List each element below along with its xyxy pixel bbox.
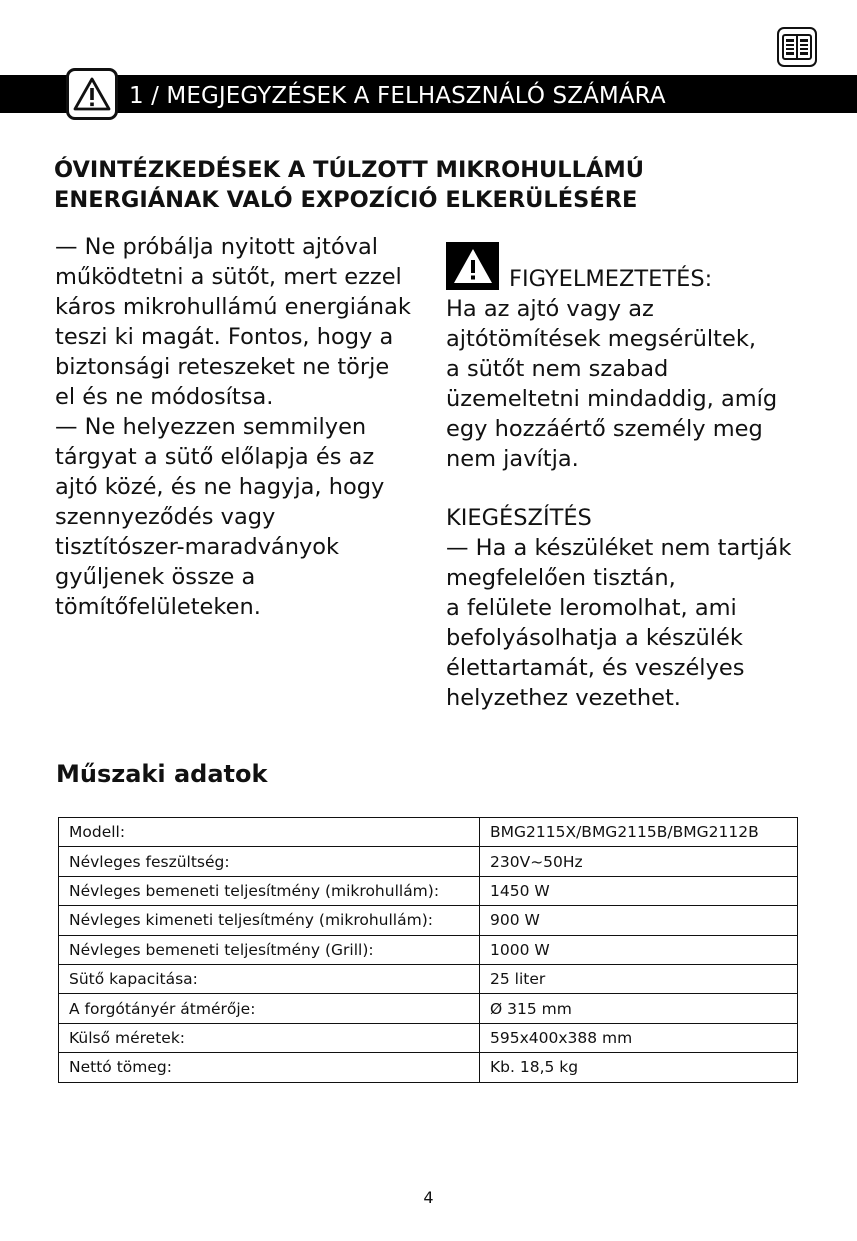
warning-heading-row [446, 236, 836, 294]
left-column [55, 232, 425, 622]
warning-label: FIGYELMEZTETÉS: [509, 266, 713, 292]
warning-block [446, 236, 836, 713]
section-heading-line2: ENERGIÁNAK VALÓ EXPOZÍCIÓ ELKERÜLÉSÉRE [54, 187, 638, 213]
table-row [59, 994, 798, 1023]
spec-label: Nettó tömeg: [59, 1053, 480, 1082]
specs-table [58, 817, 798, 1083]
spec-label: Sütő kapacitása: [59, 964, 480, 993]
spec-value: 25 liter [480, 964, 798, 993]
specs-heading: Műszaki adatok [56, 760, 268, 788]
supplement-text: — Ha a készüléket nem tartják megfelelően tisztán, a felülete leromolhat, ami befolyásolhatja a készülék élettartamát, és veszélyes helyzethez vezethet. [446, 535, 792, 711]
spec-label: Névleges feszültség: [59, 847, 480, 876]
left-paragraph-1: — Ne próbálja nyitott ajtóval működtetni a sütőt, mert ezzel káros mikrohullámú energiának teszi ki magát. Fontos, hogy a biztonsági reteszeket ne törje el és ne módosítsa. [55, 234, 411, 410]
spec-value: 230V~50Hz [480, 847, 798, 876]
spec-value: 900 W [480, 906, 798, 935]
page-number: 4 [423, 1188, 434, 1207]
supplement-title: KIEGÉSZÍTÉS [446, 505, 592, 531]
spec-label: Névleges kimeneti teljesítmény (mikrohullám): [59, 906, 480, 935]
spec-value: Kb. 18,5 kg [480, 1053, 798, 1082]
spec-value: Ø 315 mm [480, 994, 798, 1023]
spec-label: Külső méretek: [59, 1023, 480, 1052]
warning-triangle-icon [66, 68, 118, 120]
table-row [59, 1023, 798, 1052]
table-row [59, 847, 798, 876]
spec-label: Névleges bemeneti teljesítmény (mikrohullám): [59, 876, 480, 905]
spec-label: A forgótányér átmérője: [59, 994, 480, 1023]
spec-value: 1450 W [480, 876, 798, 905]
spec-label: Névleges bemeneti teljesítmény (Grill): [59, 935, 480, 964]
left-paragraph-2: — Ne helyezzen semmilyen tárgyat a sütő előlapja és az ajtó közé, és ne hagyja, hogy szennyeződés vagy tisztítószer-maradványok gyűljenek össze a tömítőfelületeken. [55, 414, 385, 620]
spec-value: 1000 W [480, 935, 798, 964]
spec-value: 595x400x388 mm [480, 1023, 798, 1052]
warning-text: Ha az ajtó vagy az ajtótömítések megsérültek, a sütőt nem szabad üzemeltetni mindaddig, amíg egy hozzáértő személy meg nem javítja. [446, 296, 778, 472]
table-row [59, 876, 798, 905]
section-heading-line1: ÓVINTÉZKEDÉSEK A TÚLZOTT MIKROHULLÁMÚ [54, 157, 645, 183]
table-row [59, 818, 798, 847]
spec-label: Modell: [59, 818, 480, 847]
table-row [59, 906, 798, 935]
table-row [59, 964, 798, 993]
section-heading [54, 155, 694, 215]
warning-sign-icon [446, 242, 499, 290]
page-title: 1 / MEGJEGYZÉSEK A FELHASZNÁLÓ SZÁMÁRA [129, 83, 666, 109]
table-row [59, 935, 798, 964]
spec-value: BMG2115X/BMG2115B/BMG2112B [480, 818, 798, 847]
manual-book-icon [777, 27, 817, 67]
table-row [59, 1053, 798, 1082]
